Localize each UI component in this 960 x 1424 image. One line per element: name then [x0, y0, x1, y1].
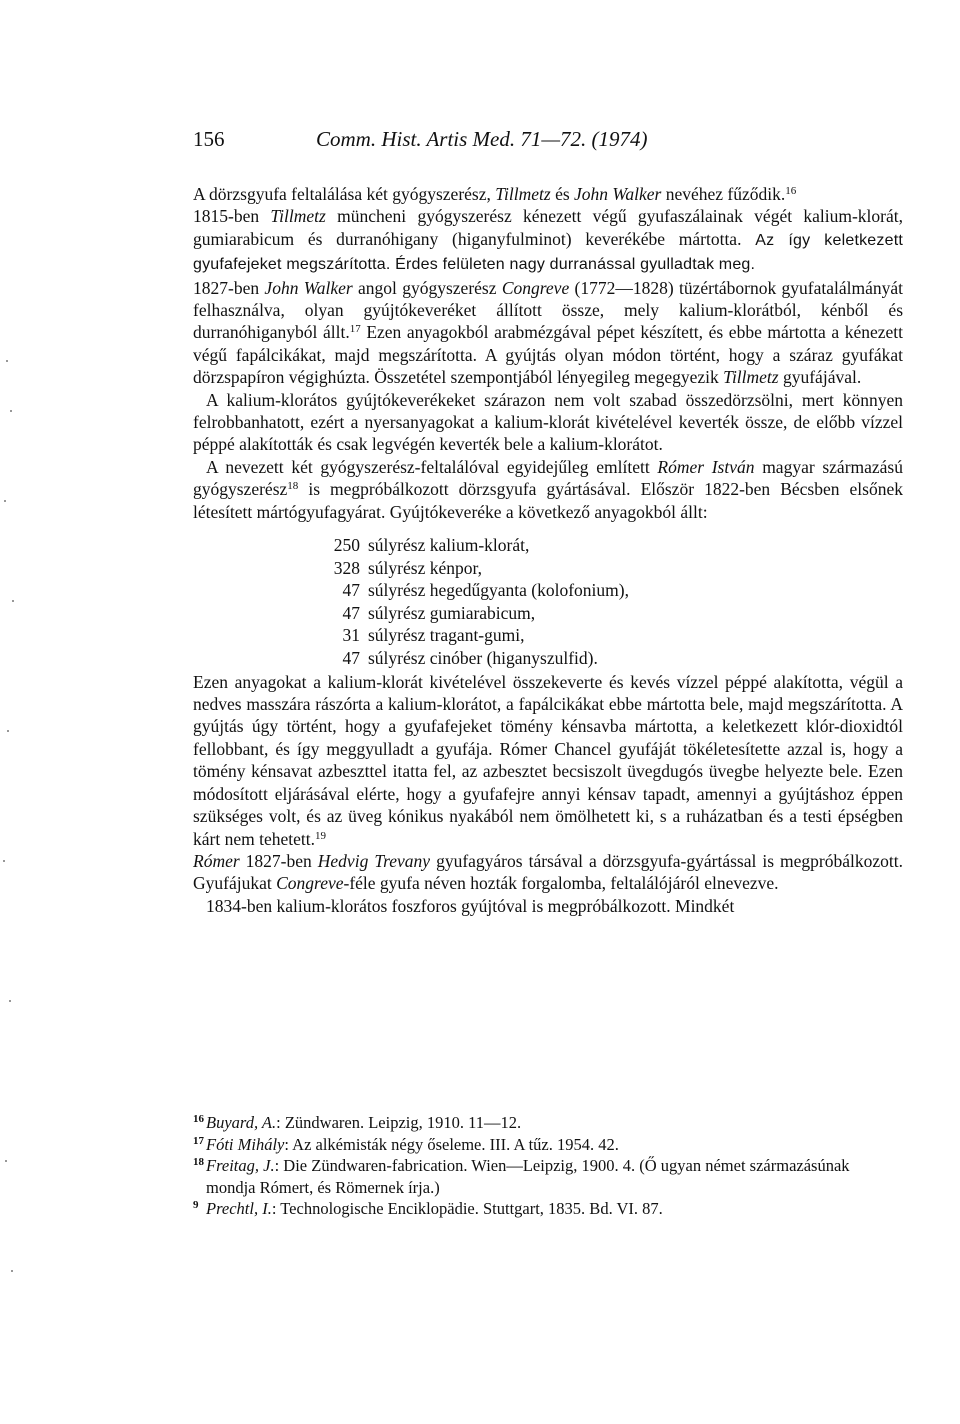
paragraph-6 — [193, 671, 903, 850]
footnote — [193, 1112, 903, 1134]
footnote-author: Fóti Mihály — [206, 1134, 285, 1154]
text-run: gyufagyáros társával a dörzsgyufa-gyártással is megpróbálkozott. Gyufájukat — [193, 850, 903, 894]
footnote-author: Prechtl, I. — [206, 1199, 272, 1219]
text-run-sans: Az így keletkezett gyufafejeket megszárította. Érdes felületen nagy durranással gyulladtak meg. — [193, 231, 903, 274]
scan-speck — [3, 860, 5, 862]
recipe-amount: 328 — [333, 557, 360, 578]
recipe-row — [193, 557, 903, 580]
footnote-text: : Die Zündwaren-fabrication. Wien—Leipzig, 1900. 4. (Ő ugyan német származásúnak mondja Rómert, és Römernek írja.) — [206, 1156, 850, 1197]
footnote-text: : Technologische Enciklopädie. Stuttgart, 1835. Bd. VI. 87. — [271, 1199, 663, 1219]
paragraph-2 — [193, 205, 903, 276]
footnote-reference: 17 — [349, 323, 361, 336]
text-run: 1827-ben — [193, 277, 265, 298]
scan-speck — [7, 730, 9, 732]
scan-speck — [10, 410, 12, 412]
person-name: Tillmetz — [270, 206, 326, 227]
footnote — [193, 1198, 903, 1220]
recipe-row — [193, 534, 903, 557]
recipe-list — [193, 534, 903, 670]
text-run: angol gyógyszerész — [352, 277, 502, 298]
recipe-amount: 47 — [342, 648, 360, 669]
person-name: Tillmetz — [723, 367, 779, 388]
person-name: John Walker — [264, 277, 353, 298]
person-name: Rómer István — [657, 456, 755, 477]
recipe-ingredient: súlyrész kalium-klorát, — [368, 535, 530, 556]
text-run: 1827-ben — [239, 850, 318, 871]
footnotes — [193, 1112, 903, 1220]
recipe-ingredient: súlyrész tragant-gumi, — [368, 625, 525, 646]
text-run: gyufájával. — [778, 367, 862, 388]
person-name: Congreve — [501, 277, 570, 298]
recipe-amount: 250 — [333, 535, 360, 556]
recipe-row — [193, 579, 903, 602]
text-run: A nevezett két gyógyszerész-feltalálóval egyidejűleg említett — [206, 456, 658, 477]
text-run: magyar származású gyógyszerész — [193, 456, 903, 500]
paragraph-5 — [193, 456, 903, 523]
recipe-row — [193, 624, 903, 647]
text-run: Ezen anyagokat a kalium-klorát kivételével összekeverte és kevés vízzel péppé alakította, végül a nedves masszára rászórta a kalium-klorátot, a fapálcikákat ebbe mártotta bele, majd megszárította. A gyújtás úgy történt, hogy a gyufafejeket tömény kénsavba mártotta, a keletkezett klór-dioxidtól fellobbant, és így meggyulladt a gyufája. Rómer Chancel gyufáját tökéletesítette azzal is, hogy a tömény kénsavat azbeszttel itatta fel, az azbesztet becsiszolt üvegdugós üvegbe helyezte bele. Ezen módosított eljárásával elérte, hogy a gyufafejre annyi kénsav tapadt, amennyi a gyújtáshoz éppen szükséges volt, és az üveg kónikus nyakából nem ömölhetett ki, s a ruházatban és a testi épségben kárt nem tehetett. — [193, 671, 903, 849]
recipe-ingredient: súlyrész kénpor, — [368, 557, 482, 578]
footnote-mark: 9 — [193, 1199, 199, 1212]
text-run: A dörzsgyufa feltalálása két gyógyszerész, — [193, 184, 496, 204]
footnote-mark: 17 — [193, 1134, 204, 1147]
scan-speck — [12, 600, 14, 602]
footnote-text: : Az alkémisták négy őseleme. III. A tűz. 1954. 42. — [284, 1134, 619, 1154]
scan-speck — [11, 1270, 13, 1272]
scan-speck — [4, 500, 6, 502]
page-number: 156 — [193, 127, 225, 151]
recipe-row — [193, 647, 903, 670]
text-run: nevéhez fűződik. — [661, 184, 786, 204]
person-name: Hedvig Trevany — [317, 850, 431, 871]
footnote-author: Freitag, J. — [206, 1156, 275, 1176]
recipe-ingredient: súlyrész gumiarabicum, — [368, 602, 536, 623]
paragraph-3 — [193, 277, 903, 389]
recipe-ingredient: súlyrész hegedűgyanta (kolofonium), — [368, 580, 629, 601]
footnote-reference: 16 — [785, 185, 797, 197]
recipe-amount: 47 — [342, 602, 360, 623]
footnote-mark: 18 — [193, 1156, 204, 1169]
recipe-amount: 31 — [342, 625, 360, 646]
paragraph-8: 1834-ben kalium-klorátos foszforos gyújtóval is megpróbálkozott. Mindkét — [206, 895, 735, 916]
person-name: Tillmetz — [495, 184, 551, 204]
footnote-author: Buyard, A. — [206, 1113, 277, 1132]
recipe-amount: 47 — [342, 580, 360, 601]
scan-speck — [5, 1160, 7, 1162]
text-run: 1815-ben — [193, 206, 271, 227]
footnote — [193, 1155, 903, 1198]
footnote-reference: 18 — [287, 480, 299, 493]
footnote-mark: 16 — [193, 1113, 204, 1125]
text-run: Ezen anyagokból arabmézgával pépet készített, és ebbe mártotta a kénezett végű fapálcikákat, majd megszárította. A gyújtás olyan módon történt, hogy a száraz gyufákat dörzspapíron végighúzta. Összetétel szempontjából lényegileg megegyezik — [193, 322, 903, 388]
recipe-row — [193, 602, 903, 625]
text-run: müncheni gyógyszerész kénezett végű gyufaszálainak végét kalium-klorát, gumiarabicum és durranóhigany (higanyfulminot) keverékébe mártotta. — [193, 206, 903, 249]
scan-speck — [9, 1000, 11, 1002]
body-text — [193, 183, 903, 917]
person-name: John Walker — [574, 184, 662, 204]
text-run: (1772—1828) tüzértábornok gyufatalálmányát felhasználva, olyan gyújtókeveréket állított össze, mely kalium-klorátból, kénből és durranóhiganyból állt. — [193, 277, 903, 343]
text-run: és — [550, 184, 575, 204]
person-name: Congreve — [276, 873, 344, 894]
footnote-text: : Zündwaren. Leipzig, 1910. 11—12. — [276, 1113, 522, 1132]
paragraph-4: A kalium-klorátos gyújtókeverékeket szárazon nem volt szabad összedörzsölni, mert könnyen felrobbanhatott, ezért a nyersanyagokat a kalium-klorát kivételével keverték össze, de előbb vízzel péppé alakították és csak legvégén keverték bele a kalium-klorátot. — [193, 389, 903, 455]
paragraph-7 — [193, 850, 903, 895]
scan-margin-specks — [0, 340, 20, 1340]
journal-citation: Comm. Hist. Artis Med. 71—72. (1974) — [316, 127, 648, 151]
footnote-reference: 19 — [314, 829, 326, 842]
paragraph-1 — [193, 183, 903, 205]
page-header — [193, 127, 913, 157]
recipe-ingredient: súlyrész cinóber (higanyszulfid). — [368, 648, 598, 669]
text-run: is megpróbálkozott dörzsgyufa gyártásával. Először 1822-ben Bécsben elsőnek létesített mártógyufagyárat. Gyújtókeveréke a következő anyagokból állt: — [193, 479, 903, 522]
scan-speck — [6, 360, 8, 362]
person-name: Rómer — [193, 850, 240, 871]
footnote — [193, 1134, 903, 1156]
text-run: -féle gyufa néven hozták forgalomba, feltalálójáról elnevezve. — [343, 873, 779, 894]
